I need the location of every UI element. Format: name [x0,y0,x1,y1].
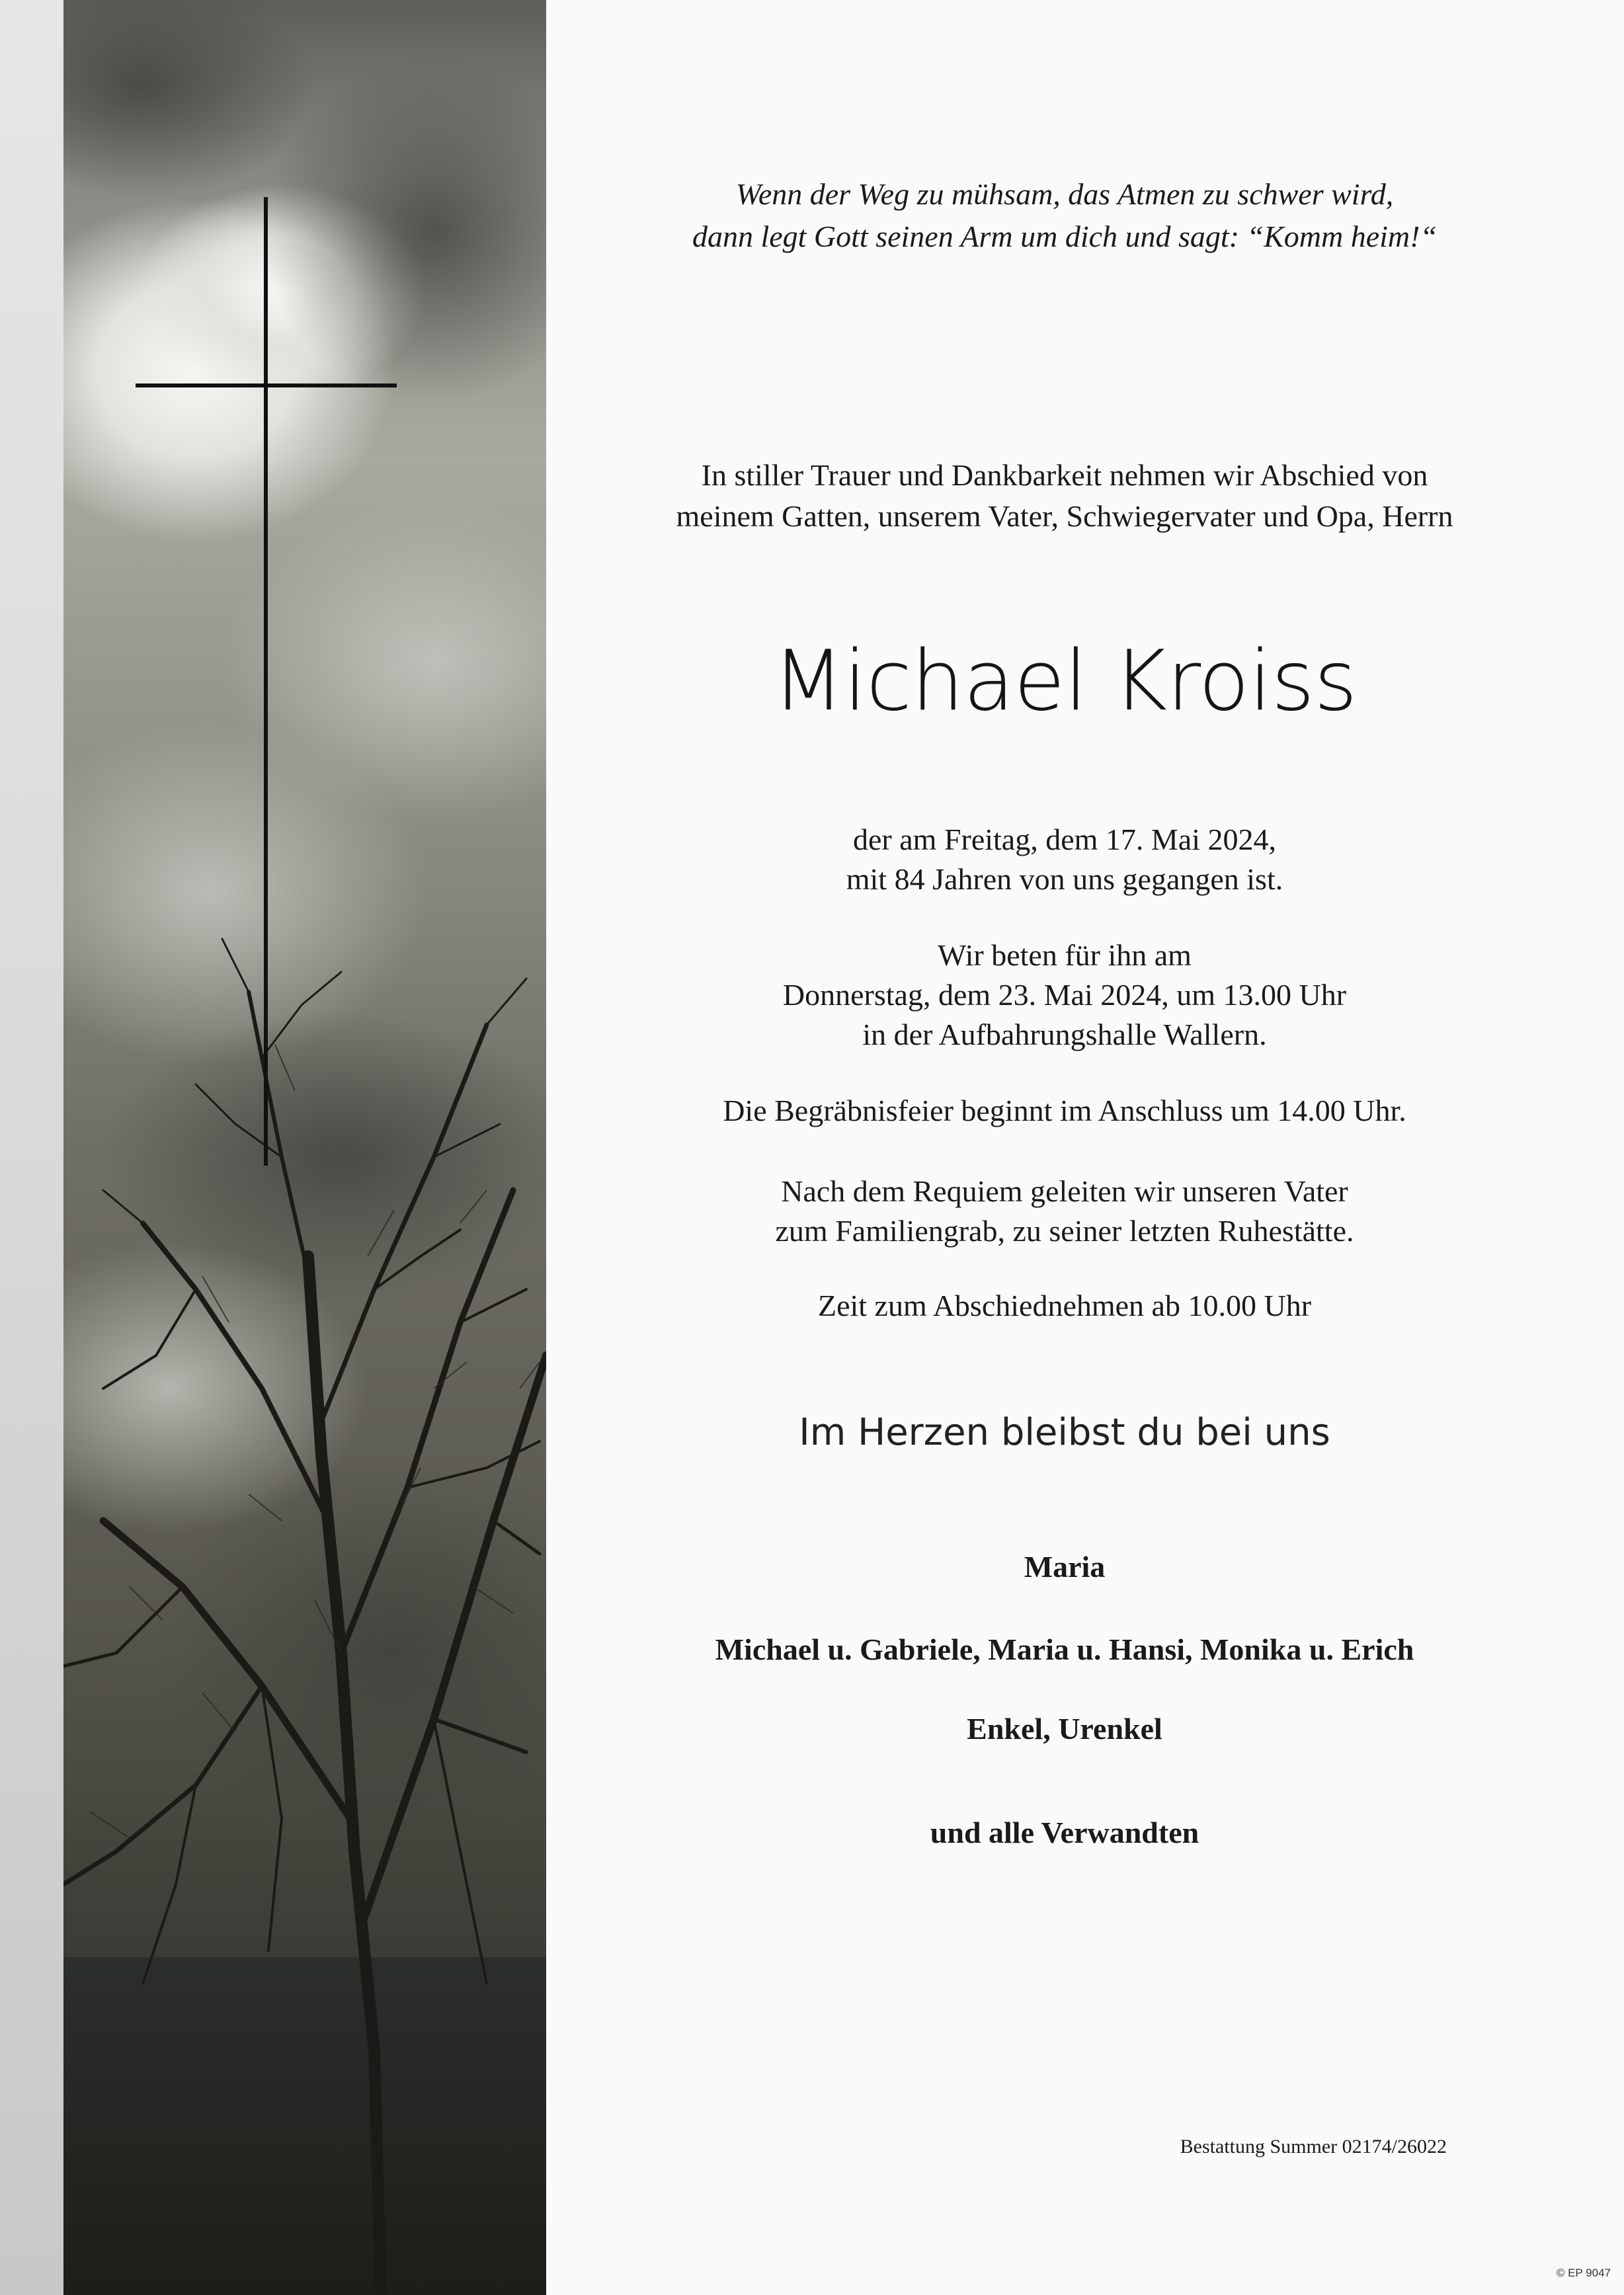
intro-text [595,455,1534,537]
motto-line-1: Wenn der Weg zu mühsam, das Atmen zu schwer wird, [735,177,1394,211]
mourner-children: Michael u. Gabriele, Maria u. Hansi, Monika u. Erich [715,1632,1414,1666]
left-bleed-strip [0,0,63,2295]
mourner-spouse: Maria [1024,1550,1106,1584]
prayer-info [595,936,1534,1055]
death-notice-line-2: mit 84 Jahren von uns gegangen ist. [846,862,1283,896]
intro-line-2: meinem Gatten, unserem Vater, Schwiegervater und Opa, Herrn [676,499,1453,533]
intro-line-1: In stiller Trauer und Dankbarkeit nehmen wir Abschied von [701,458,1428,492]
closing-line: Im Herzen bleibst du bei uns [799,1411,1330,1454]
burial-line-2: zum Familiengrab, zu seiner letzten Ruhestätte. [775,1214,1354,1248]
prayer-line-1: Wir beten für ihn am [938,938,1192,972]
motto-line-2: dann legt Gott seinen Arm um dich und sagt: “Komm heim!“ [692,220,1438,253]
burial-info [595,1172,1534,1251]
mourner-relatives: und alle Verwandten [930,1816,1199,1849]
funeral-info: Die Begräbnisfeier beginnt im Anschluss um 14.00 Uhr. [723,1094,1406,1127]
prayer-line-2: Donnerstag, dem 23. Mai 2024, um 13.00 Uhr [782,978,1347,1012]
viewing-info: Zeit zum Abschiednehmen ab 10.00 Uhr [817,1289,1312,1322]
burial-line-1: Nach dem Requiem geleiten wir unseren Vater [781,1174,1348,1208]
death-notice-line-1: der am Freitag, dem 17. Mai 2024, [852,823,1277,856]
cross-icon [136,197,400,1166]
edition-code: © EP 9047 [1556,2267,1611,2279]
death-notice [595,820,1534,899]
undertaker-contact: Bestattung Summer 02174/26022 [1180,2136,1447,2157]
deceased-name: Michael Kroiss [772,632,1357,729]
mourner-grandchildren: Enkel, Urenkel [967,1712,1162,1746]
prayer-line-3: in der Aufbahrungshalle Wallern. [862,1018,1267,1051]
motto-verse [595,173,1534,258]
